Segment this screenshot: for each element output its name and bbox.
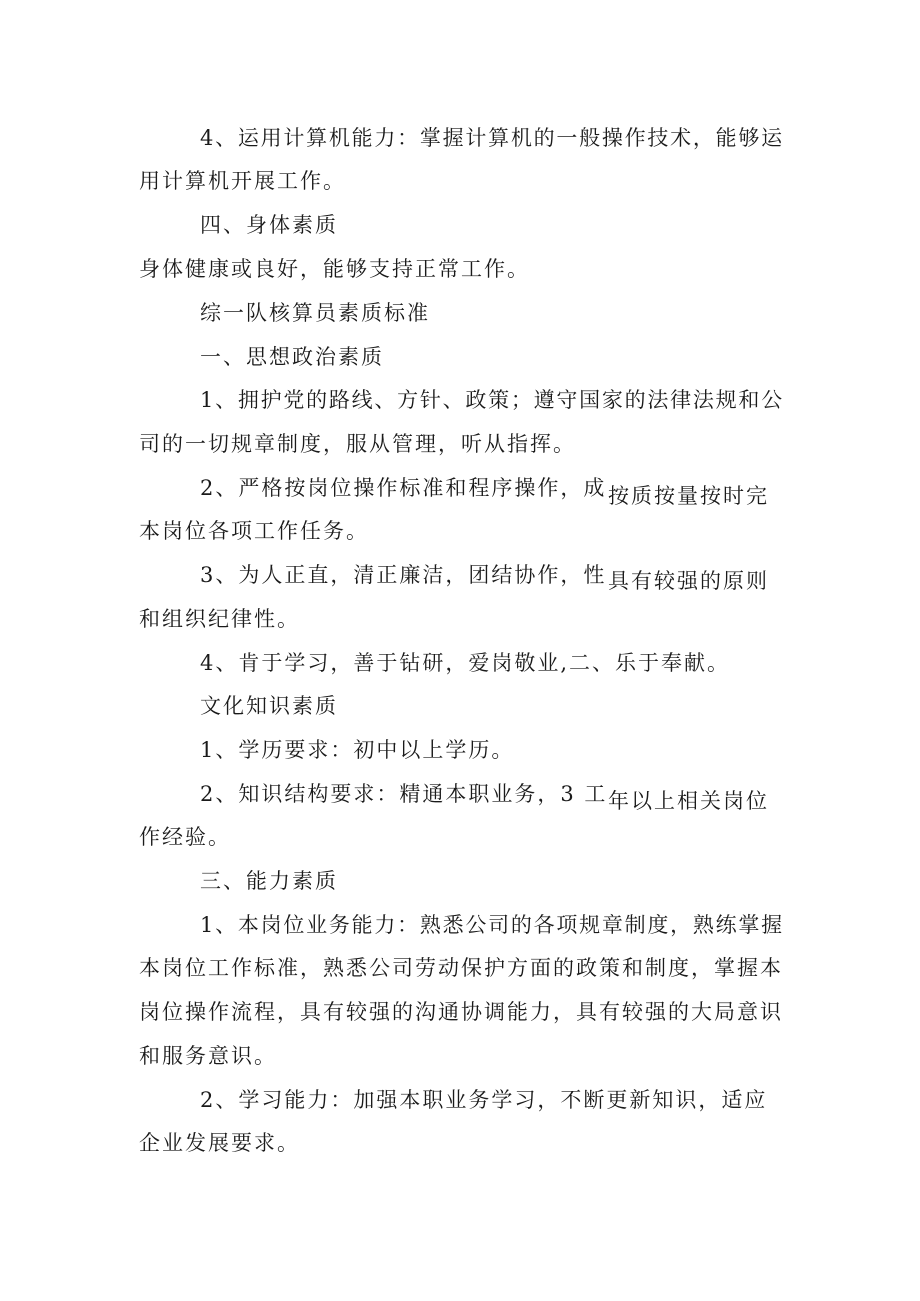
para-business-ability-line4: 和服务意识。: [139, 1044, 277, 1068]
para-integrity-line1b: 具有较强的原则: [608, 569, 769, 593]
para-computer-skill-line1: 4、运用计算机能力：掌握计算机的一般操作技术，能够运: [200, 126, 784, 150]
para-education-requirement: 1、学历要求：初中以上学历。: [200, 738, 515, 762]
para-integrity-line1a: 3、为人正直，清正廉洁，团结协作，性: [200, 563, 607, 587]
para-operate-standard-line2: 本岗位各项工作任务。: [139, 519, 369, 543]
heading-culture-knowledge: 文化知识素质: [200, 694, 338, 718]
heading-ability-quality: 三、能力素质: [200, 869, 338, 893]
para-knowledge-structure-line1a: 2、知识结构要求：精通本职业务，3 工: [200, 782, 608, 806]
para-computer-skill-line2: 用计算机开展工作。: [139, 169, 346, 193]
para-knowledge-structure-line2: 作经验。: [139, 825, 231, 849]
heading-accountant-standard: 综一队核算员素质标准: [200, 301, 430, 325]
para-learning-ability-line1: 2、学习能力：加强本职业务学习，不断更新知识，适应: [200, 1088, 768, 1112]
para-learning-ability-line2: 企业发展要求。: [139, 1131, 300, 1155]
para-business-ability-line2: 本岗位工作标准，熟悉公司劳动保护方面的政策和制度，掌握本: [139, 956, 783, 980]
para-operate-standard-line1a: 2、严格按岗位操作标准和程序操作，成: [200, 476, 607, 500]
para-operate-standard-line1b: 按质按量按时完: [608, 484, 769, 508]
para-knowledge-structure-line1b: 年以上相关岗位: [608, 789, 769, 813]
para-integrity-line2: 和组织纪律性。: [139, 607, 300, 631]
para-physical-quality: 身体健康或良好，能够支持正常工作。: [139, 257, 530, 281]
para-support-party-line2: 司的一切规章制度，服从管理，听从指挥。: [139, 432, 576, 456]
para-study-hard: 4、肯于学习，善于钻研，爱岗敬业,二、乐于奉献。: [200, 651, 731, 675]
para-support-party-line1: 1、拥护党的路线、方针、政策；遵守国家的法律法规和公: [200, 388, 784, 412]
heading-political-quality: 一、思想政治素质: [200, 345, 384, 369]
para-business-ability-line1: 1、本岗位业务能力：熟悉公司的各项规章制度，熟练掌握: [200, 913, 784, 937]
heading-physical-quality: 四、身体素质: [200, 213, 338, 237]
para-business-ability-line3: 岗位操作流程，具有较强的沟通协调能力，具有较强的大局意识: [139, 1000, 783, 1024]
